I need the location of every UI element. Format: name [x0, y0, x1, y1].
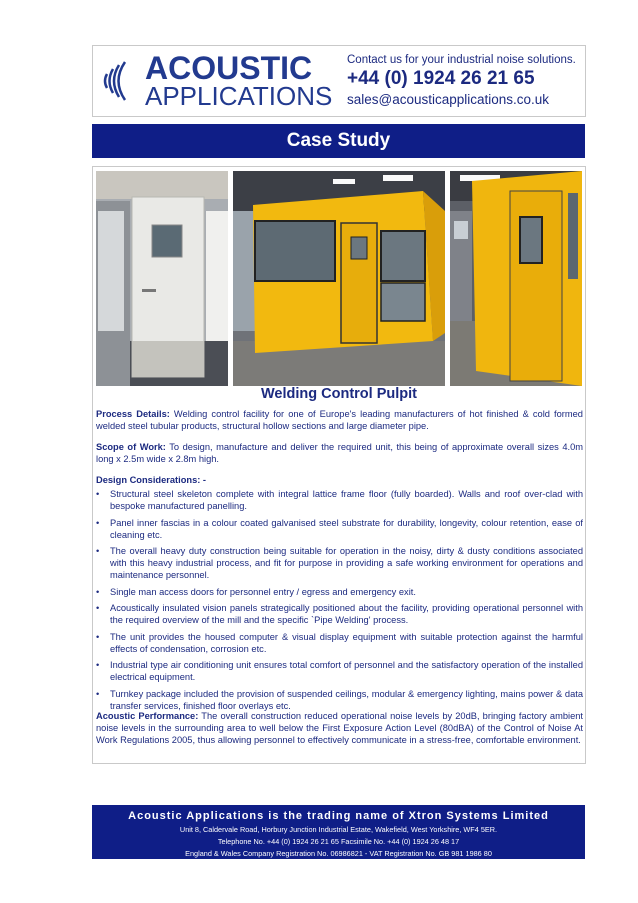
list-item: [96, 517, 583, 541]
bullet-icon: •: [96, 586, 100, 597]
process-text: Welding control facility for one of Europe's leading manufacturers of hot finished & cold formed welded steel tubular products, structural hollow sections and large diameter pipe.: [96, 409, 583, 431]
list-item-text: Panel inner fascias in a colour coated galvanised steel substrate for durability, longevity, colour retention, ease of cleaning etc.: [110, 517, 583, 540]
email-link[interactable]: sales@acousticapplications.co.uk: [347, 92, 550, 107]
list-item-text: The overall heavy duty construction being suitable for operation in the noisy, dirty & dusty conditions associated with this heavy industrial process, and fit for purpose in providing a safe working environment for operations and maintenance personnel.: [110, 546, 583, 580]
bullet-icon: •: [96, 489, 100, 499]
list-item-text: The unit provides the housed computer & visual display equipment with suitable protection against the harmful effects of condensation, corrosion etc.: [110, 631, 583, 654]
logo-line1: ACOUSTIC: [145, 50, 313, 86]
footer-address: Unit 8, Caldervale Road, Horbury Junction Industrial Estate, Wakefield, West Yorkshire, WF4 5ER.: [179, 825, 498, 834]
photo-yellow-booth: [233, 171, 445, 386]
list-item-text: Acoustically insulated vision panels strategically positioned about the facility, providing operational personnel with the required overview of the mill and the specific `Pipe Welding' process.: [110, 603, 583, 625]
list-item-text: Industrial type air conditioning unit ensures total comfort of personnel and the satisfactory operation of the installed electrical equipment.: [110, 660, 583, 682]
list-item: [96, 488, 583, 512]
sound-waves-logo-icon: [99, 60, 139, 102]
list-item-text: Single man access doors for personnel entry / egress and emergency exit.: [110, 586, 416, 597]
list-item: [96, 659, 583, 683]
list-item: [96, 631, 583, 655]
bullet-icon: •: [96, 517, 100, 528]
content-box: [92, 166, 586, 764]
list-item-text: Turnkey package included the provision of suspended ceilings, modular & emergency lighting, mains power & data transfer services, finished floor overlays etc.: [110, 688, 583, 711]
footer-phones: Telephone No. +44 (0) 1924 26 21 65 Facsimile No. +44 (0) 1924 26 48 17: [217, 837, 460, 846]
scope-text: To design, manufacture and deliver the required unit, this being of approximate overall sizes 4.0m long x 2.5m wide x 2.8m high.: [96, 442, 583, 464]
logo-line2: APPLICATIONS: [145, 81, 333, 111]
footer-title: Acoustic Applications is the trading name of Xtron Systems Limited: [128, 810, 549, 822]
process-details: [96, 408, 583, 432]
bullet-icon: •: [96, 546, 100, 556]
scope-of-work: [96, 441, 583, 465]
design-heading: [96, 474, 583, 486]
phone-number[interactable]: +44 (0) 1924 26 21 65: [347, 68, 535, 89]
tagline: Contact us for your industrial noise solutions.: [347, 54, 576, 66]
process-label: Process Details:: [96, 409, 170, 419]
acoustic-label: Acoustic Performance:: [96, 711, 199, 721]
list-item-text: Structural steel skeleton complete with integral lattice frame floor (fully boarded). Walls and roof over-clad with bespoke manufactured panelling.: [110, 489, 583, 511]
header: [92, 45, 586, 117]
scope-label: Scope of Work:: [96, 442, 166, 452]
footer: [92, 805, 585, 859]
title-bar: Case Study: [92, 124, 585, 158]
design-heading-text: Design Considerations: -: [96, 475, 207, 485]
acoustic-text: The overall construction reduced operational noise levels by 20dB, bringing factory ambient noise levels in the surrounding area to well below the First Exposure Action Level (80dBA) of the Control of Noise At Work Regulations 2005, thus allowing personnel to effectively communicate in a stress-free, comfortable environment.: [96, 711, 583, 745]
bullet-icon: •: [96, 660, 100, 670]
list-item: [96, 602, 583, 626]
product-title: Welding Control Pulpit: [261, 386, 417, 402]
list-item: [96, 545, 583, 581]
bullet-icon: •: [96, 688, 100, 699]
footer-registration: England & Wales Company Registration No. 06986821 - VAT Registration No. GB 981 1986 80: [185, 849, 492, 858]
bullet-icon: •: [96, 603, 100, 613]
photo-booth-side: [450, 171, 582, 386]
bullet-icon: •: [96, 631, 100, 642]
list-item: [96, 586, 583, 598]
photo-interior-door: [96, 171, 228, 386]
list-item: [96, 688, 583, 712]
design-considerations-list: [96, 488, 583, 716]
acoustic-performance: [96, 710, 583, 746]
